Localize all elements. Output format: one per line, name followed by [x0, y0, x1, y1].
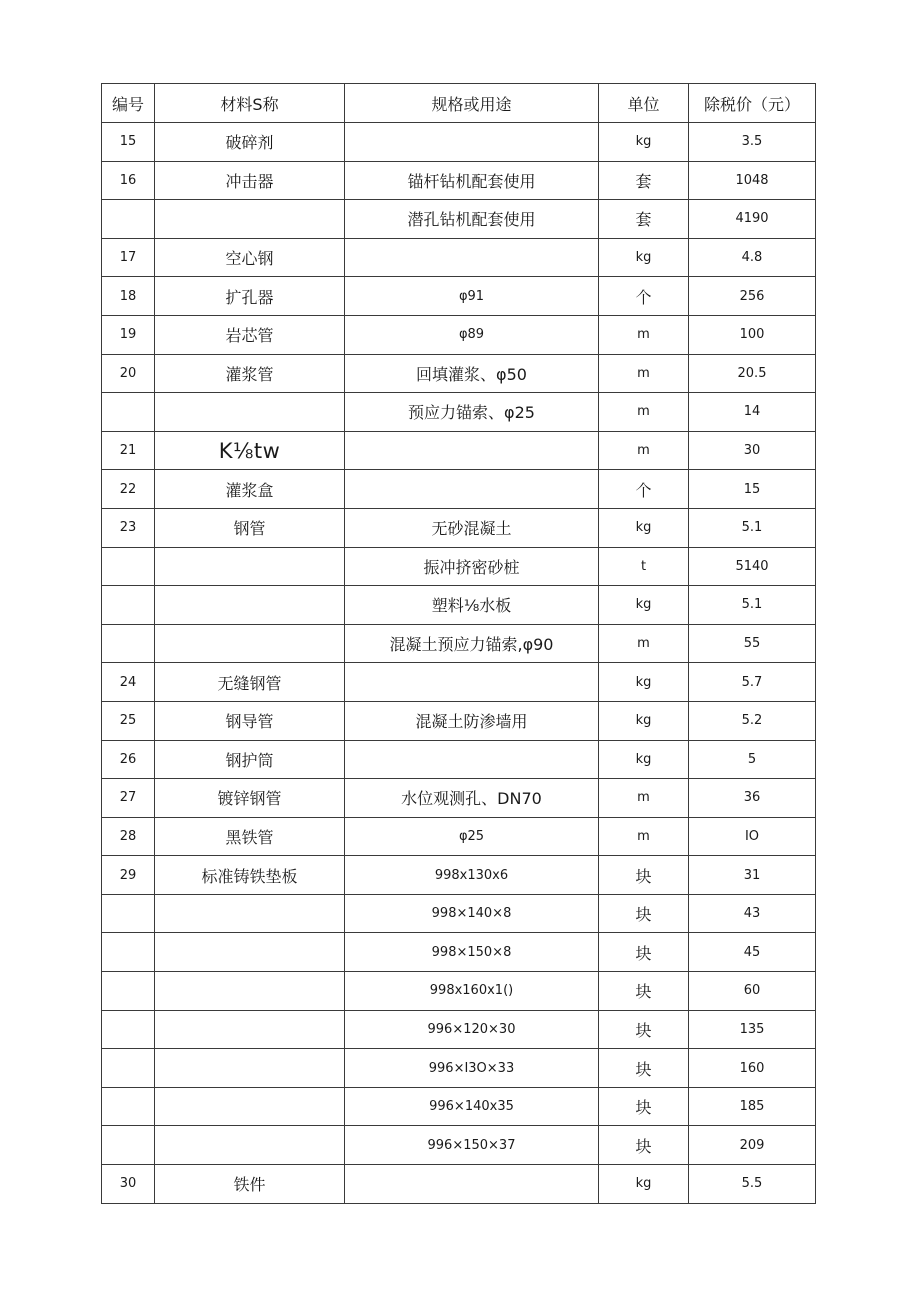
- cell-unit: m: [599, 431, 689, 470]
- cell-spec: 996×I3O×33: [345, 1049, 599, 1088]
- cell-name: 灌浆管: [155, 354, 345, 393]
- cell-name: 铁件: [155, 1165, 345, 1204]
- cell-spec: [345, 431, 599, 470]
- table-row: [102, 123, 816, 162]
- cell-num: 24: [102, 663, 155, 702]
- header-row: [102, 84, 816, 123]
- cell-price: 160: [689, 1049, 816, 1088]
- cell-name: [155, 200, 345, 239]
- cell-name: [155, 1049, 345, 1088]
- cell-num: 16: [102, 161, 155, 200]
- table-row: [102, 1165, 816, 1204]
- cell-num: [102, 1010, 155, 1049]
- cell-spec: 混凝土防渗墙用: [345, 701, 599, 740]
- table-row: [102, 431, 816, 470]
- cell-price: 45: [689, 933, 816, 972]
- header-name: 材料S称: [155, 84, 345, 123]
- cell-num: 23: [102, 508, 155, 547]
- table-row: [102, 200, 816, 239]
- cell-num: [102, 972, 155, 1011]
- cell-num: 25: [102, 701, 155, 740]
- cell-unit: 块: [599, 972, 689, 1011]
- cell-name: 标准铸铁垫板: [155, 856, 345, 895]
- cell-unit: m: [599, 315, 689, 354]
- cell-price: 36: [689, 779, 816, 818]
- cell-unit: m: [599, 354, 689, 393]
- cell-price: 5.7: [689, 663, 816, 702]
- cell-unit: kg: [599, 701, 689, 740]
- cell-num: [102, 894, 155, 933]
- cell-num: 17: [102, 238, 155, 277]
- cell-name: [155, 586, 345, 625]
- cell-unit: 块: [599, 856, 689, 895]
- cell-name: 钢导管: [155, 701, 345, 740]
- cell-num: 26: [102, 740, 155, 779]
- cell-spec: [345, 123, 599, 162]
- cell-unit: kg: [599, 1165, 689, 1204]
- cell-spec: 998x130x6: [345, 856, 599, 895]
- cell-name: K⅛tw: [155, 431, 345, 470]
- cell-unit: t: [599, 547, 689, 586]
- table-row: [102, 1126, 816, 1165]
- cell-num: 29: [102, 856, 155, 895]
- cell-spec: φ25: [345, 817, 599, 856]
- header-price: 除税价（元）: [689, 84, 816, 123]
- cell-unit: 块: [599, 1010, 689, 1049]
- cell-num: [102, 1087, 155, 1126]
- cell-price: 5.5: [689, 1165, 816, 1204]
- table-row: [102, 470, 816, 509]
- cell-num: [102, 1126, 155, 1165]
- cell-unit: kg: [599, 123, 689, 162]
- cell-num: 28: [102, 817, 155, 856]
- cell-unit: 个: [599, 277, 689, 316]
- table-row: [102, 701, 816, 740]
- cell-price: 1048: [689, 161, 816, 200]
- cell-spec: 998×140×8: [345, 894, 599, 933]
- cell-unit: 块: [599, 1049, 689, 1088]
- cell-name: 黑铁管: [155, 817, 345, 856]
- cell-price: 3.5: [689, 123, 816, 162]
- cell-spec: 996×120×30: [345, 1010, 599, 1049]
- cell-name: 钢护筒: [155, 740, 345, 779]
- cell-price: 209: [689, 1126, 816, 1165]
- cell-unit: 块: [599, 894, 689, 933]
- cell-name: 空心钢: [155, 238, 345, 277]
- cell-price: 60: [689, 972, 816, 1011]
- cell-price: 185: [689, 1087, 816, 1126]
- cell-name: 灌浆盒: [155, 470, 345, 509]
- header-spec: 规格或用途: [345, 84, 599, 123]
- cell-num: [102, 624, 155, 663]
- cell-unit: 块: [599, 1087, 689, 1126]
- cell-unit: 个: [599, 470, 689, 509]
- cell-price: 4.8: [689, 238, 816, 277]
- cell-name: 冲击器: [155, 161, 345, 200]
- header-num: 编号: [102, 84, 155, 123]
- cell-name: 镀锌钢管: [155, 779, 345, 818]
- cell-spec: 水位观测孔、DN70: [345, 779, 599, 818]
- cell-name: [155, 393, 345, 432]
- materials-price-table: [101, 83, 816, 1204]
- cell-num: [102, 200, 155, 239]
- cell-num: 21: [102, 431, 155, 470]
- cell-unit: kg: [599, 740, 689, 779]
- table-row: [102, 508, 816, 547]
- cell-price: 30: [689, 431, 816, 470]
- cell-price: 256: [689, 277, 816, 316]
- cell-unit: m: [599, 624, 689, 663]
- cell-name: [155, 547, 345, 586]
- cell-price: 5.1: [689, 508, 816, 547]
- cell-name: 破碎剂: [155, 123, 345, 162]
- cell-price: 5.1: [689, 586, 816, 625]
- cell-num: 20: [102, 354, 155, 393]
- cell-num: 30: [102, 1165, 155, 1204]
- cell-spec: 998×150×8: [345, 933, 599, 972]
- cell-spec: [345, 470, 599, 509]
- cell-unit: 块: [599, 1126, 689, 1165]
- cell-num: [102, 393, 155, 432]
- cell-spec: [345, 1165, 599, 1204]
- cell-price: 43: [689, 894, 816, 933]
- cell-spec: 预应力锚索、φ25: [345, 393, 599, 432]
- cell-price: 14: [689, 393, 816, 432]
- table-row: [102, 817, 816, 856]
- cell-num: 15: [102, 123, 155, 162]
- cell-price: 20.5: [689, 354, 816, 393]
- cell-num: 27: [102, 779, 155, 818]
- cell-spec: [345, 238, 599, 277]
- cell-unit: m: [599, 779, 689, 818]
- cell-name: [155, 894, 345, 933]
- table-row: [102, 856, 816, 895]
- cell-spec: 无砂混凝土: [345, 508, 599, 547]
- cell-name: [155, 624, 345, 663]
- cell-name: [155, 1087, 345, 1126]
- table-row: [102, 779, 816, 818]
- cell-unit: 套: [599, 200, 689, 239]
- cell-spec: 塑料⅛水板: [345, 586, 599, 625]
- table-row: [102, 238, 816, 277]
- cell-price: 5.2: [689, 701, 816, 740]
- table-row: [102, 393, 816, 432]
- cell-num: [102, 933, 155, 972]
- table-row: [102, 1087, 816, 1126]
- cell-spec: 锚杆钻机配套使用: [345, 161, 599, 200]
- cell-spec: 混凝土预应力锚索,φ90: [345, 624, 599, 663]
- cell-spec: φ91: [345, 277, 599, 316]
- table-row: [102, 894, 816, 933]
- table-row: [102, 277, 816, 316]
- cell-name: [155, 1010, 345, 1049]
- cell-price: 15: [689, 470, 816, 509]
- cell-spec: 998x160x1(): [345, 972, 599, 1011]
- table-body: [102, 123, 816, 1204]
- cell-name: 无缝钢管: [155, 663, 345, 702]
- table-row: [102, 547, 816, 586]
- cell-unit: kg: [599, 586, 689, 625]
- table-row: [102, 624, 816, 663]
- cell-unit: kg: [599, 663, 689, 702]
- cell-num: [102, 1049, 155, 1088]
- table-row: [102, 1049, 816, 1088]
- header-unit: 单位: [599, 84, 689, 123]
- cell-price: IO: [689, 817, 816, 856]
- table-row: [102, 663, 816, 702]
- cell-num: 22: [102, 470, 155, 509]
- cell-price: 31: [689, 856, 816, 895]
- cell-spec: 回填灌浆、φ50: [345, 354, 599, 393]
- cell-price: 5: [689, 740, 816, 779]
- cell-name: 钢管: [155, 508, 345, 547]
- table-row: [102, 972, 816, 1011]
- cell-price: 55: [689, 624, 816, 663]
- cell-unit: m: [599, 393, 689, 432]
- cell-spec: [345, 663, 599, 702]
- table-row: [102, 933, 816, 972]
- cell-spec: φ89: [345, 315, 599, 354]
- table-row: [102, 740, 816, 779]
- cell-num: 19: [102, 315, 155, 354]
- table-row: [102, 161, 816, 200]
- cell-num: [102, 547, 155, 586]
- cell-name: 扩孔器: [155, 277, 345, 316]
- cell-price: 135: [689, 1010, 816, 1049]
- table-row: [102, 354, 816, 393]
- cell-name: 岩芯管: [155, 315, 345, 354]
- cell-price: 5140: [689, 547, 816, 586]
- table-row: [102, 586, 816, 625]
- cell-spec: 996×140x35: [345, 1087, 599, 1126]
- cell-unit: 套: [599, 161, 689, 200]
- cell-spec: 996×150×37: [345, 1126, 599, 1165]
- cell-spec: 潜孔钻机配套使用: [345, 200, 599, 239]
- cell-name: [155, 972, 345, 1011]
- cell-num: [102, 586, 155, 625]
- cell-price: 4190: [689, 200, 816, 239]
- cell-unit: kg: [599, 508, 689, 547]
- cell-spec: [345, 740, 599, 779]
- cell-unit: m: [599, 817, 689, 856]
- cell-price: 100: [689, 315, 816, 354]
- cell-name: [155, 1126, 345, 1165]
- cell-name: [155, 933, 345, 972]
- table-row: [102, 315, 816, 354]
- cell-spec: 振冲挤密砂桩: [345, 547, 599, 586]
- cell-num: 18: [102, 277, 155, 316]
- cell-unit: 块: [599, 933, 689, 972]
- table-row: [102, 1010, 816, 1049]
- cell-unit: kg: [599, 238, 689, 277]
